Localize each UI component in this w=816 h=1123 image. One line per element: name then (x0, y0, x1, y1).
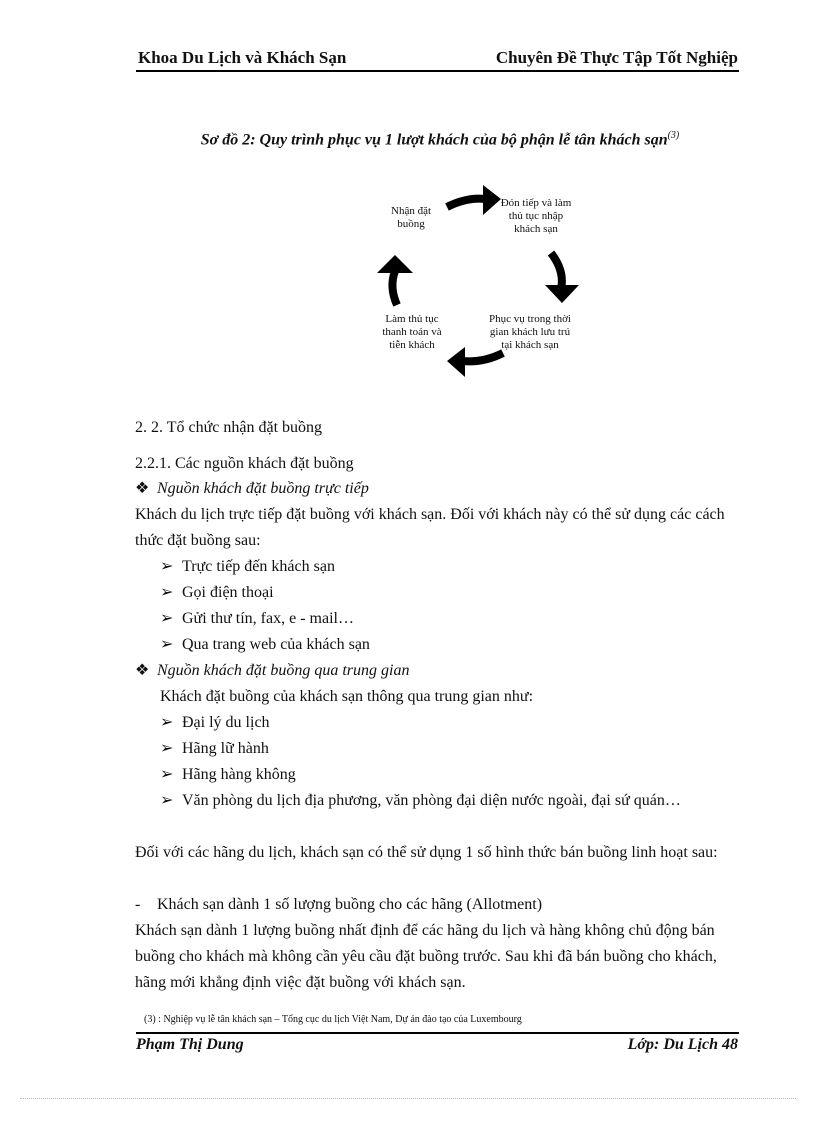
methods-paragraph: Đối với các hãng du lịch, khách sạn có thể sử dụng 1 số hình thức bán buồng linh hoạt sau: (135, 844, 718, 861)
arrow-icon-right (545, 253, 579, 303)
arrow-icon-top (447, 185, 501, 215)
arrow-bullet-icon: ➢ (160, 610, 174, 627)
indirect-source-heading (135, 658, 735, 684)
footer-rule (136, 1032, 739, 1034)
diamond-bullet-icon: ❖ (135, 662, 150, 679)
diagram-title-footnote-ref: (3) (667, 130, 680, 141)
footer-class: Lớp: Du Lịch 48 (627, 1036, 738, 1053)
node-check-in: Đón tiếp và làm thủ tục nhập khách sạn (500, 197, 572, 235)
direct-source-heading-text: Nguồn khách đặt buồng trực tiếp (157, 480, 369, 497)
header-rule (136, 70, 739, 72)
diamond-bullet-icon: ❖ (135, 480, 150, 497)
arrow-bullet-icon: ➢ (160, 714, 174, 731)
arrow-bullet-icon: ➢ (160, 766, 174, 783)
allotment-item: - Khách sạn dành 1 số lượng buồng cho các hãng (Allotment) (135, 892, 735, 918)
diagram-title (120, 130, 760, 149)
list-item: ➢ Văn phòng du lịch địa phương, văn phòng đại diện nước ngoài, đại sứ quán… (160, 788, 720, 814)
arrow-bullet-icon: ➢ (160, 740, 174, 757)
list-item: ➢ Qua trang web của khách sạn (160, 632, 760, 658)
arrow-bullet-icon: ➢ (160, 584, 174, 601)
process-cycle-diagram (355, 175, 595, 385)
node-in-stay-service: Phục vụ trong thời gian khách lưu trú tại khách sạn (489, 313, 571, 351)
indirect-source-heading-text: Nguồn khách đặt buồng qua trung gian (157, 662, 410, 679)
subsection-heading: 2.2.1. Các nguồn khách đặt buồng (135, 455, 354, 472)
node-check-out: Làm thủ tục thanh toán và tiễn khách (382, 313, 442, 351)
arrow-bullet-icon: ➢ (160, 636, 174, 653)
list-item: ➢ Hãng hàng không (160, 762, 760, 788)
section-heading: 2. 2. Tổ chức nhận đặt buồng (135, 419, 323, 436)
list-item: ➢ Đại lý du lịch (160, 710, 760, 736)
diagram-title-text: Sơ đồ 2: Quy trình phục vụ 1 lượt khách của bộ phận lễ tân khách sạn (200, 131, 668, 149)
allotment-paragraph: Khách sạn dành 1 lượng buồng nhất định để các hãng du lịch và hàng không chủ động bán buồng cho khách mà không cần yêu cầu đặt buồng trước. Sau khi đã bán buồng cho khách, hãng mới khẳng định việc đặt buồng với khách sạn. (135, 922, 717, 991)
direct-source-heading (135, 476, 735, 502)
page-bottom-divider (20, 1098, 796, 1099)
list-item: ➢ Hãng lữ hành (160, 736, 760, 762)
header-faculty: Khoa Du Lịch và Khách Sạn (138, 48, 347, 67)
indirect-source-intro: Khách đặt buồng của khách sạn thông qua trung gian như: (160, 688, 534, 705)
arrow-bullet-icon: ➢ (160, 558, 174, 575)
arrow-bullet-icon: ➢ (160, 792, 174, 809)
list-item: ➢ Gọi điện thoại (160, 580, 760, 606)
arrow-icon-left (377, 255, 413, 305)
header-document-type: Chuyên Đề Thực Tập Tốt Nghiệp (495, 48, 738, 67)
footer-author: Phạm Thị Dung (136, 1036, 244, 1053)
node-receive-booking: Nhận đặt buồng (391, 205, 432, 230)
footnote: (3) : Nghiệp vụ lễ tân khách sạn – Tổng cục du lịch Việt Nam, Dự án đào tạo của Luxembourg (144, 1014, 522, 1025)
list-item: ➢ Trực tiếp đến khách sạn (160, 554, 760, 580)
list-item: ➢ Gửi thư tín, fax, e - mail… (160, 606, 760, 632)
dash-bullet: - (135, 896, 141, 913)
direct-source-paragraph: Khách du lịch trực tiếp đặt buồng với khách sạn. Đối với khách này có thể sử dụng các cách thức đặt buồng sau: (135, 506, 725, 549)
